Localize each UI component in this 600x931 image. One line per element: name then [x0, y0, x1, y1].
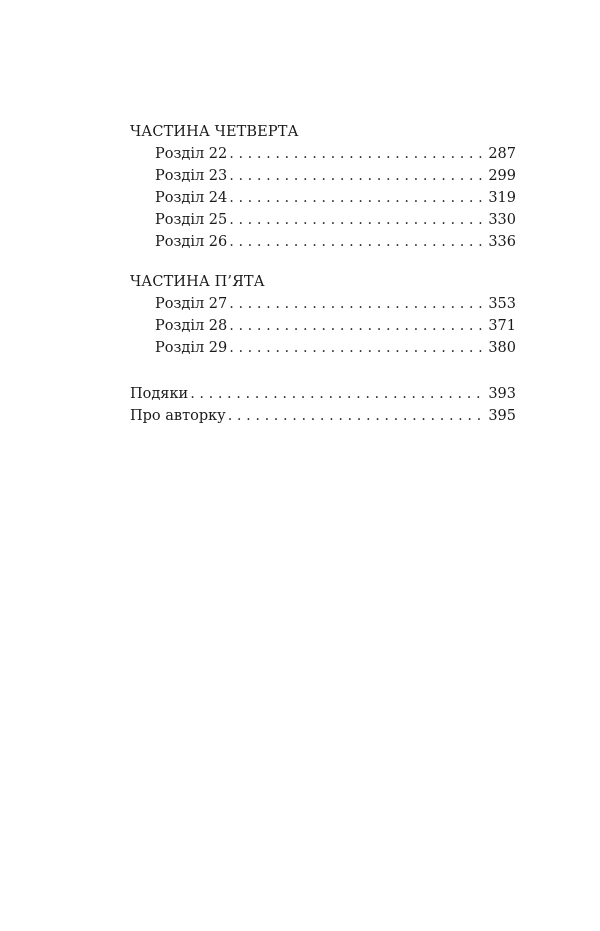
toc-entry [130, 209, 516, 231]
dot-leader [229, 315, 482, 337]
entry-label: Розділ 22 [155, 146, 228, 162]
entry-label: Розділ 25 [155, 212, 228, 228]
entry-page: 330 [488, 212, 516, 228]
entry-page: 380 [488, 340, 516, 356]
entry-page: 287 [488, 146, 516, 162]
toc-entry [130, 337, 516, 359]
toc-entry [130, 143, 516, 165]
toc-entry [130, 231, 516, 253]
dot-leader [229, 231, 482, 253]
toc-entry [130, 293, 516, 315]
entry-page: 395 [488, 408, 516, 424]
part-title: ЧАСТИНА ЧЕТВЕРТА [130, 124, 299, 140]
part-title: ЧАСТИНА П’ЯТА [130, 274, 265, 290]
dot-leader [229, 165, 482, 187]
toc-entry [130, 315, 516, 337]
dot-leader [229, 209, 482, 231]
part-four [130, 121, 516, 253]
toc-entry-acknowledgements [130, 383, 516, 405]
entry-page: 336 [488, 234, 516, 250]
part-five [130, 271, 516, 359]
entry-label: Розділ 26 [155, 234, 228, 250]
entry-page: 371 [488, 318, 516, 334]
entry-label: Розділ 29 [155, 340, 228, 356]
entry-page: 319 [488, 190, 516, 206]
dot-leader [229, 337, 482, 359]
entry-label: Розділ 24 [155, 190, 228, 206]
entry-label: Розділ 27 [155, 296, 228, 312]
dot-leader [229, 143, 482, 165]
table-of-contents [130, 121, 516, 441]
toc-entry [130, 165, 516, 187]
dot-leader [190, 383, 482, 405]
entry-page: 299 [488, 168, 516, 184]
dot-leader [229, 293, 482, 315]
entry-label: Про авторку [130, 408, 226, 424]
entry-page: 393 [488, 386, 516, 402]
entry-page: 353 [488, 296, 516, 312]
entry-label: Розділ 23 [155, 168, 228, 184]
back-matter [130, 383, 516, 427]
toc-entry-about-author [130, 405, 516, 427]
entry-label: Подяки [130, 386, 189, 402]
toc-entry [130, 187, 516, 209]
dot-leader [228, 405, 482, 427]
entry-label: Розділ 28 [155, 318, 228, 334]
dot-leader [229, 187, 482, 209]
